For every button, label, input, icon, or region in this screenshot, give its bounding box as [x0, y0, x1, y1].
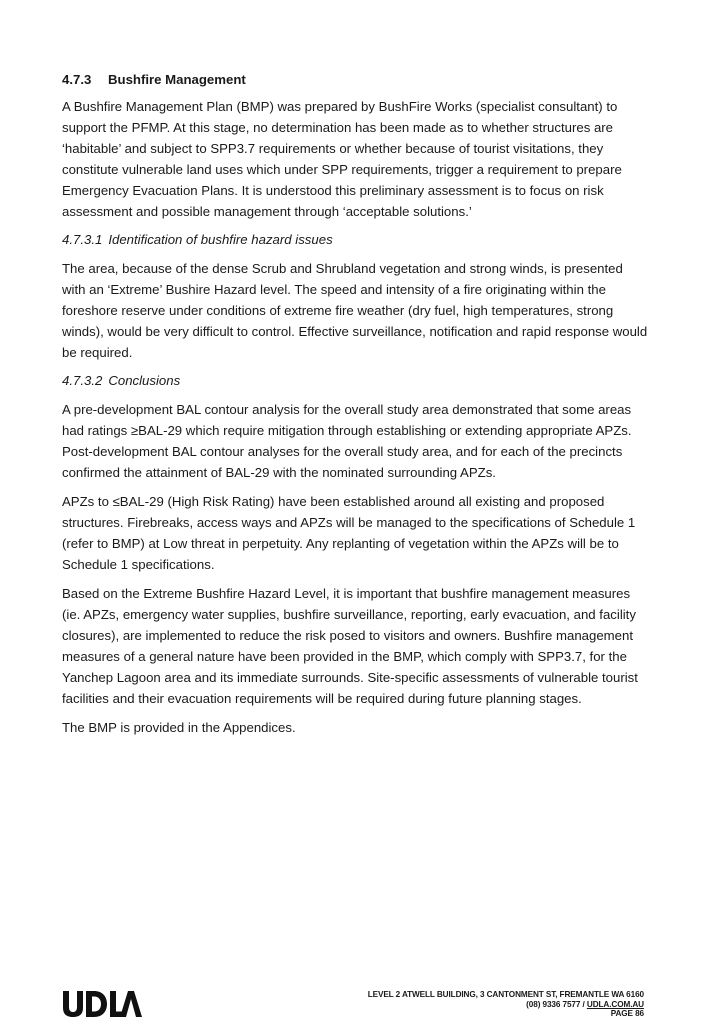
- section-number: 4.7.3: [62, 72, 92, 87]
- udla-logo: [62, 990, 144, 1018]
- section-heading: [62, 70, 648, 90]
- footer-phone: (08) 9336 7577: [526, 999, 581, 1009]
- footer-address: LEVEL 2 ATWELL BUILDING, 3 CANTONMENT ST, FREMANTLE WA 6160: [367, 990, 644, 999]
- footer-separator: /: [582, 999, 585, 1009]
- subsection-title-1: Identification of bushfire hazard issues: [108, 232, 333, 247]
- subsection-heading-2: [62, 371, 648, 391]
- hazard-paragraph: The area, because of the dense Scrub and Shrubland vegetation and strong winds, is presented with an ‘Extreme’ Bushire Hazard level. The speed and intensity of a fire originating within the foreshore reserve under conditions of extreme fire weather (dry fuel, high temperatures, strong winds), would be very difficult to control. Effective surveillance, notification and rapid response would be required.: [62, 261, 648, 360]
- subsection-heading-1: [62, 230, 648, 250]
- subsection-number-1: 4.7.3.1: [62, 232, 103, 247]
- conclusion-paragraph: Based on the Extreme Bushfire Hazard Level, it is important that bushfire management measures (ie. APZs, emergency water supplies, bushfire surveillance, reporting, early evacuation, and facility closures), are implemented to reduce the risk posed to visitors and owners. Bushfire management measures of a general nature have been provided in the BMP, which comply with SPP3.7, for the Yanchep Lagoon area and its immediate surrounds. Site-specific assessments of vulnerable tourist facilities and their evacuation requirements will be required during future planning stages.: [62, 586, 638, 706]
- conclusion-paragraph: A pre-development BAL contour analysis for the overall study area demonstrated that some areas had ratings ≥BAL-29 which require mitigation through establishing or extending appropriate APZs. Post-development BAL contour analyses for the overall study area, and for each of the precincts confirmed the attainment of BAL-29 with the nominated surrounding APZs.: [62, 402, 632, 480]
- footer-website-link[interactable]: UDLA.COM.AU: [586, 999, 644, 1009]
- section-intro-paragraph: A Bushfire Management Plan (BMP) was prepared by BushFire Works (specialist consultant) to support the PFMP. At this stage, no determination has been made as to whether structures are ‘habitable’ and subject to SPP3.7 requirements or whether because of tourist visitations, they constitute vulnerable land uses which under SPP requirements, trigger a requirement to prepare Emergency Evacuation Plans. It is understood this preliminary assessment is to focus on risk assessment and possible management through ‘acceptable solutions.’: [62, 99, 622, 219]
- subsection-title-2: Conclusions: [108, 373, 181, 388]
- section-title: Bushfire Management: [108, 72, 246, 87]
- page-footer: [62, 990, 644, 1026]
- footer-address-block: [368, 990, 644, 1019]
- document-body: [62, 70, 648, 746]
- footer-contact-line: [368, 1000, 644, 1010]
- page-number: PAGE 86: [610, 1009, 644, 1019]
- conclusion-paragraph: APZs to ≤BAL-29 (High Risk Rating) have been established around all existing and proposed structures. Firebreaks, access ways and APZs will be managed to the specifications of Schedule 1 (refer to BMP) at Low threat in perpetuity. Any replanting of vegetation within the APZs will be to Schedule 1 specifications.: [62, 494, 636, 572]
- subsection-number-2: 4.7.3.2: [62, 373, 103, 388]
- conclusion-paragraph: The BMP is provided in the Appendices.: [62, 720, 296, 735]
